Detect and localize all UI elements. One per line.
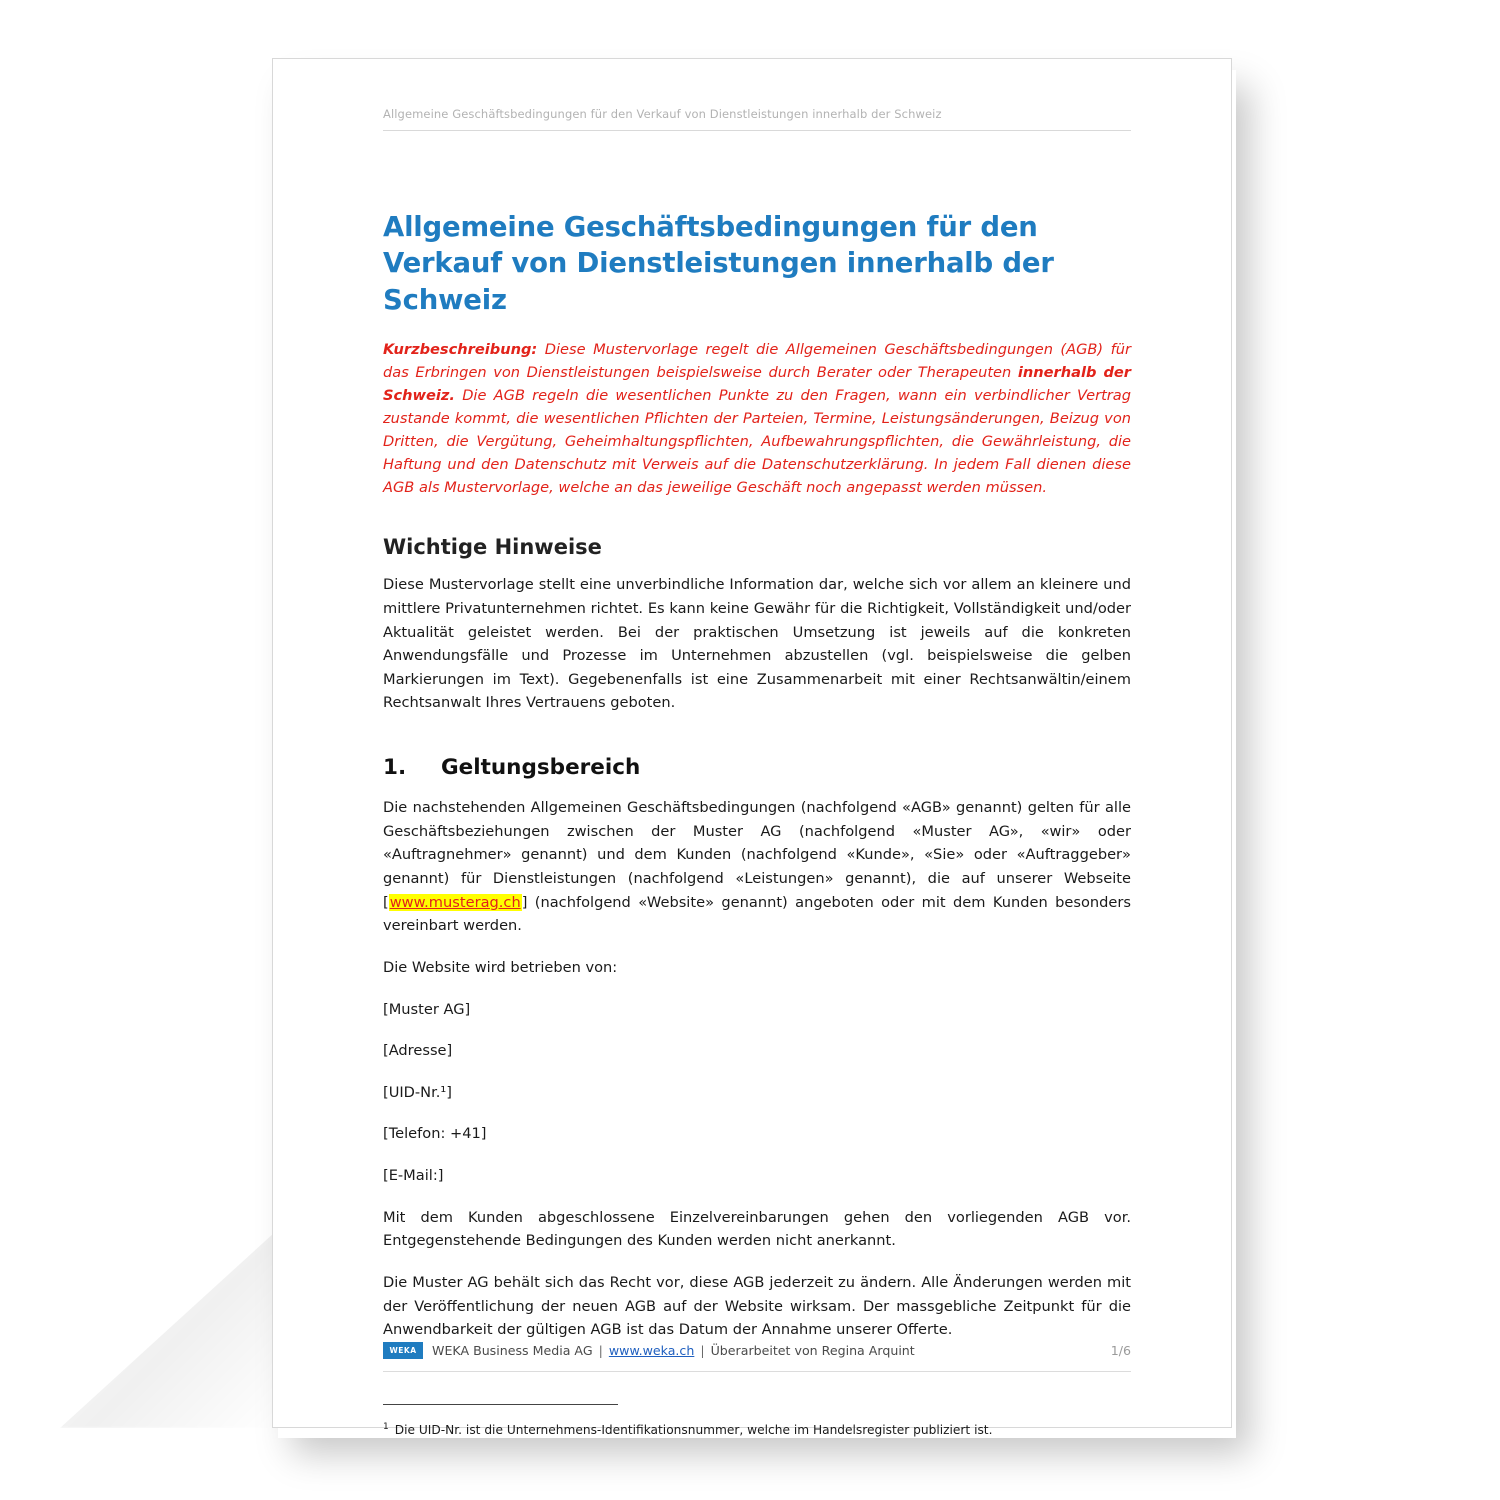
weka-logo: WEKA (383, 1342, 423, 1359)
notes-paragraph: Diese Mustervorlage stellt eine unverbindliche Information dar, welche sich vor allem an kleinere und mittlere Privatunternehmen richtet. Es kann keine Gewähr für die Richtigkeit, Vollständigkeit und/oder Aktualität geleistet werden. Bei der praktischen Umsetzung ist jeweils auf die konkreten Anwendungsfälle und Prozesse im Unternehmen abzustellen (vgl. beispielsweise die gelben Markierungen im Text). Gegebenenfalls ist eine Zusammenarbeit mit einer Rechtsanwältin/einem Rechtsanwalt Ihres Vertrauens geboten. (383, 576, 1131, 712)
footer-website-link[interactable]: www.weka.ch (608, 1343, 695, 1358)
abstract-part-1: Diese Mustervorlage regelt die Allgemeinen Geschäftsbedingungen (AGB) für das Erbringen von Dienstleistungen beispielsweise durch Berater oder Therapeuten (383, 340, 1131, 381)
operator-line: [Muster AG] (383, 1000, 471, 1018)
abstract-emphasis: innerhalb der Schweiz. (383, 363, 1131, 404)
page-content (383, 107, 1131, 1439)
page-title: Allgemeine Geschäftsbedingungen für den Verkauf von Dienstleistungen innerhalb der Schweiz (383, 211, 1054, 316)
footnote-text: Die UID-Nr. ist die Unternehmens-Identifikationsnummer, welche im Handelsregister publiziert ist. (394, 1423, 993, 1438)
page-corner-fold (60, 1232, 275, 1428)
footnote-marker: 1 (383, 1421, 389, 1432)
website-operator-intro: Die Website wird betrieben von: (383, 958, 618, 976)
abstract-label: Kurzbeschreibung: (383, 340, 538, 358)
footer-publisher: WEKA Business Media AG (432, 1343, 593, 1358)
section-1-heading (383, 755, 1131, 780)
footnote-1 (383, 1421, 1131, 1439)
page-footer (383, 1342, 1131, 1359)
section-1-title: Geltungsbereich (441, 755, 641, 781)
operator-line: [UID-Nr.¹] (383, 1083, 452, 1101)
abstract-part-2: Die AGB regeln die wesentlichen Punkte zu den Fragen, wann ein verbindlicher Vertrag zustande kommt, die wesentlichen Pflichten der Parteien, Termine, Leistungsänderungen, Beizug von Dritten, die Vergütung, Geheimhaltungspflichten, Aufbewahrungspflichten, die Gewährleistung, die Haftung und den Datenschutz mit Verweis auf die Datenschutzerklärung. In jedem Fall dienen diese AGB als Mustervorlage, welche an das jeweilige Geschäft noch angepasst werden müssen. (383, 386, 1131, 497)
paragraph-1-tail: ] (nachfolgend «Website» genannt) angeboten oder mit dem Kunden besonders vereinbart werden. (383, 893, 1131, 935)
operator-line: [Telefon: +41] (383, 1125, 487, 1143)
footer-separator (383, 1371, 1131, 1372)
footnote-separator (383, 1404, 618, 1405)
operator-line: [E-Mail:] (383, 1167, 444, 1185)
section-1-paragraph-3: Mit dem Kunden abgeschlossene Einzelvereinbarungen gehen den vorliegenden AGB vor. Entgegenstehende Bedingungen des Kunden werden nicht anerkannt. (383, 1208, 1131, 1250)
section-1-number: 1. (383, 755, 407, 781)
paragraph-1-lead: Die nachstehenden Allgemeinen Geschäftsbedingungen (nachfolgend «AGB» genannt) gelten für alle Geschäftsbeziehungen zwischen der Muster AG (nachfolgend «Muster AG», «wir» oder «Auftragnehmer» genannt) und dem Kunden (nachfolgend «Kunde», «Sie» oder «Auftraggeber» genannt) für Dienstleistungen (nachfolgend «Leistungen» genannt), die auf unserer Webseite [ (383, 799, 1131, 911)
website-link-highlight[interactable]: www.musterag.ch (389, 893, 521, 911)
running-header: Allgemeine Geschäftsbedingungen für den Verkauf von Dienstleistungen innerhalb der Schweiz (383, 107, 1131, 131)
footer-revision: Überarbeitet von Regina Arquint (710, 1343, 915, 1358)
footer-separator-1: | (598, 1343, 603, 1358)
document-page (272, 58, 1232, 1438)
abstract-paragraph (383, 338, 1131, 499)
section-1-paragraph-1 (383, 796, 1131, 938)
footer-page-number: 1/6 (1110, 1343, 1131, 1358)
footer-separator-2: | (700, 1343, 705, 1358)
operator-line: [Adresse] (383, 1042, 453, 1060)
section-1-paragraph-4: Die Muster AG behält sich das Recht vor, diese AGB jederzeit zu ändern. Alle Änderungen werden mit der Veröffentlichung der neuen AGB auf der Website wirksam. Der massgebliche Zeitpunkt für die Anwendbarkeit der gültigen AGB ist das Datum der Annahme unserer Offerte. (383, 1274, 1131, 1339)
notes-heading: Wichtige Hinweise (383, 535, 602, 560)
